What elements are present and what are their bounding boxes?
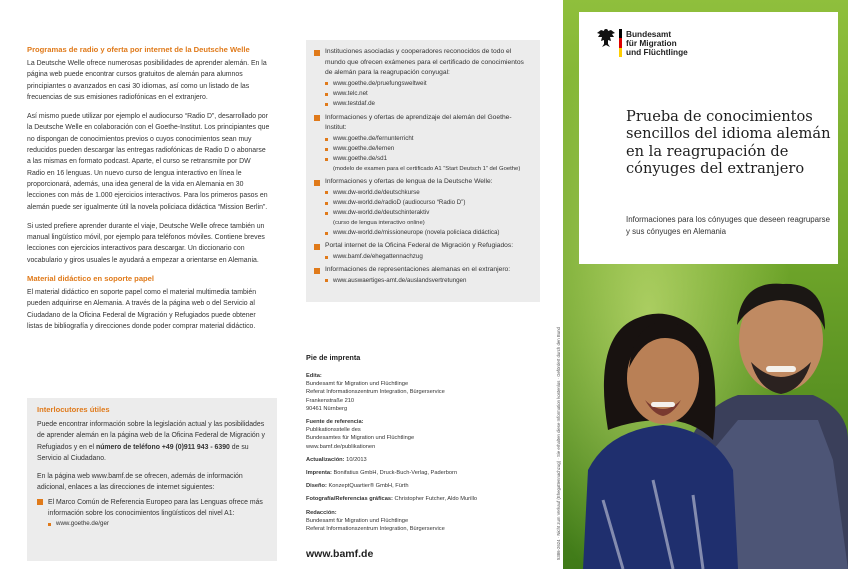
source-label: Fuente de referencia:: [306, 419, 364, 426]
orange-square-bullet-icon: [314, 115, 320, 121]
edito-label: Edita:: [306, 373, 322, 379]
vertical-print-note: [548, 327, 561, 560]
design-value: KonzeptQuartier® GmbH, Fürth: [328, 483, 409, 490]
print-label: Imprenta:: [306, 470, 332, 477]
section-title-row: [314, 177, 532, 188]
dot-bullet-icon: [325, 232, 328, 235]
imprint-line: [306, 482, 541, 490]
links-section-exams: [314, 47, 532, 110]
dot-bullet-icon: [325, 82, 328, 85]
link-text[interactable]: www.dw-world.de/radioD (audiocurso “Radio D”): [333, 199, 466, 207]
imprint-line: www.bamf.de/publikationen: [306, 443, 376, 450]
imprint-line: Referat Informationszentrum Integration, Bürgerservice: [306, 526, 445, 533]
cefr-bullet-text: El Marco Común de Referencia Europeo para las Lenguas ofrece más información sobre los conocimientos lingüísticos del nivel A1:: [48, 498, 263, 518]
dot-bullet-icon: [325, 103, 328, 106]
dot-bullet-icon: [325, 148, 328, 151]
imprint: [306, 353, 541, 533]
photo-label: Fotografía/Referencias gráficas:: [306, 496, 393, 503]
agency-line: Bundesamt: [626, 29, 672, 39]
orange-square-bullet-icon: [37, 499, 43, 505]
link-item[interactable]: [314, 252, 532, 262]
imprint-line: Frankenstraße 210: [306, 397, 355, 404]
imprint-line: [306, 495, 541, 503]
imprint-line: [306, 469, 541, 477]
link-item[interactable]: [314, 276, 532, 286]
link-text[interactable]: www.dw-world.de/deutschkurse: [333, 188, 420, 196]
link-item[interactable]: [314, 89, 532, 99]
paper-heading: Material didáctico en soporte papel: [27, 274, 155, 284]
vertical-note-text: 5386-2624 · Nicht zum Verkauf (Ehegattennachzug) · Sie erhalten diese Information kostenlos · Gefördert durch den Bund: [556, 327, 561, 560]
radio-heading: Programas de radio y oferta por internet de la Deutsche Welle: [27, 45, 250, 54]
print-value: Bonifatius GmbH, Druck-Buch-Verlag, Paderborn: [333, 470, 458, 477]
contact-paragraph-2: En la página web www.bamf.de se ofrecen, además de información adicional, enlaces a las direcciones de internet siguientes:: [37, 473, 243, 492]
link-item[interactable]: [314, 144, 532, 154]
section-title: Informaciones y ofertas de lengua de la Deutsche Welle:: [325, 178, 493, 186]
radio-paragraph-3: Si usted prefiere aprender durante el viaje, Deutsche Welle ofrece también un manual lingüístico móvil, por ejemplo para teléfonos móviles. Contiene breves lecciones con ejercicios interactivos para descargar. Un diccionario con vocabulario y giros usuales le ayudará a empezar a orientarse en Alemania.: [27, 222, 265, 264]
link-text[interactable]: www.dw-world.de/missioneurope (novela policíaca didáctica): [333, 229, 500, 237]
dot-bullet-icon: [325, 279, 328, 282]
dot-bullet-icon: [325, 212, 328, 215]
contact-p1-end: de su Servicio al Ciudadano.: [37, 443, 249, 462]
link-text[interactable]: www.goethe.de/pruefungsweltweit: [333, 79, 427, 87]
link-item[interactable]: [314, 208, 532, 218]
federal-eagle-icon: [596, 27, 616, 49]
section-title-row: [314, 47, 532, 79]
flag-black: [619, 29, 622, 38]
dot-bullet-icon: [48, 523, 51, 526]
section-title: Informaciones de representaciones alemanas en el extranjero:: [325, 266, 511, 274]
imprint-heading: Pie de imprenta: [306, 353, 361, 362]
link-text[interactable]: www.goethe.de/fernunterricht: [333, 134, 414, 142]
orange-square-bullet-icon: [314, 244, 320, 250]
contact-box: [27, 398, 277, 561]
link-note: (curso de lengua interactivo online): [333, 219, 425, 226]
website-url[interactable]: www.bamf.de: [306, 548, 374, 560]
link-item[interactable]: [314, 188, 532, 198]
orange-square-bullet-icon: [314, 50, 320, 56]
radio-paragraph-1: La Deutsche Welle ofrece numerosas posibilidades de aprender alemán. En la página web puede encontrar cursos gratuitos de alemán para alumnos principiantes o avanzados en casi 30 idiomas, así como un listado de las frecuencias de sus emisiones radiofónicas en el extranjero.: [27, 60, 267, 101]
orange-square-bullet-icon: [314, 268, 320, 274]
radio-paragraph-2: Así mismo puede utilizar por ejemplo el audiocurso “Radio D”, desarrollado por la Deutsche Welle en colaboración con el Goethe-Institut. Los principiantes que no dispongan de conocimientos previos o cuyos conocimientos sean muy reducidos pueden descargar las entregas radiofónicas de Radio D o abonarse a las mismas en formato podcast. Aparte, el curso se retransmite por DW Radio en 16 lenguas. Un nuevo curso de lengua interactivo en línea le proporcionará, además, una idea general de la vida en Alemania en 30 lecciones con más de 1.000 ejercicios interactivos. Para los primeros pasos en alemán puede ser igualmente útil la novela policiaca didáctica “Mission Berlin”.: [27, 113, 270, 211]
contact-heading: Interlocutores útiles: [37, 405, 110, 414]
cefr-link[interactable]: [37, 519, 267, 530]
section-title-row: [314, 241, 532, 252]
imprint-line: Publikationsstelle des: [306, 427, 361, 434]
imprint-line: Bundesamt für Migration und Flüchtlinge: [306, 381, 409, 388]
section-title-row: [314, 265, 532, 276]
agency-line: und Flüchtlinge: [626, 47, 688, 58]
links-section-bamf: [314, 241, 532, 262]
imprint-line: [306, 456, 541, 464]
flag-red: [619, 38, 622, 47]
link-item[interactable]: [314, 99, 532, 109]
cefr-bullet: [37, 497, 267, 520]
imprint-line: 90461 Nürnberg: [306, 405, 348, 412]
link-item[interactable]: [314, 228, 532, 238]
dot-bullet-icon: [325, 138, 328, 141]
link-text[interactable]: www.auswaertiges-amt.de/auslandsvertretungen: [333, 276, 467, 284]
dot-bullet-icon: [325, 191, 328, 194]
agency-name: [626, 30, 688, 58]
link-text[interactable]: www.telc.net: [333, 90, 368, 98]
orange-square-bullet-icon: [314, 180, 320, 186]
paper-paragraph: El material didáctico en soporte papel como el material multimedia también pueden adquirirse en Alemania. A través de la página web o del Servicio al Ciudadano de la Oficina Federal de Migración y Refugiados puede obtener listas de bibliografía y direcciones donde poder comprar material didáctico.: [27, 289, 257, 330]
section-title: Portal internet de la Oficina Federal de Migración y Refugiados:: [325, 242, 514, 250]
phone-number: número de teléfono +49 (0)911 943 - 6390: [96, 443, 230, 451]
link-text[interactable]: www.dw-world.de/deutschinteraktiv: [333, 209, 430, 217]
section-title-row: [314, 113, 532, 134]
contact-p1-start: Puede encontrar información sobre la legislación actual y las posibilidades de aprender alemán en la página web de la Oficina Federal de Migración y Refugiados y en el: [37, 421, 265, 451]
link-text[interactable]: www.goethe.de/lernen: [333, 145, 395, 153]
dot-bullet-icon: [325, 202, 328, 205]
link-item[interactable]: [314, 79, 532, 89]
brochure-subtitle: Informaciones para los cónyuges que deseen reagruparse y sus cónyuges en Alemania: [626, 215, 830, 236]
links-section-goethe: [314, 113, 532, 174]
editorial-label: Redacción:: [306, 509, 337, 516]
contact-paragraph-1: [37, 419, 267, 464]
link-note: (modelo de examen para el certificado A1 “Start Deutsch 1” del Goethe): [333, 165, 521, 172]
section-title: Instituciones asociadas y cooperadores reconocidos de todo el mundo que ofrecen exámenes para el certificado de conocimientos de alemán para la reagrupación conyugal:: [325, 48, 524, 77]
flag-gold: [619, 48, 622, 57]
section-title: Informaciones y ofertas de aprendizaje del alemán del Goethe-Institut:: [325, 113, 512, 132]
photo-value: Christopher Futcher, Aldo Murillo: [394, 496, 478, 503]
link-text[interactable]: www.testdaf.de: [333, 100, 375, 108]
link-item[interactable]: [314, 198, 532, 208]
design-label: Diseño:: [306, 483, 327, 490]
left-column: [27, 45, 270, 340]
dot-bullet-icon: [325, 158, 328, 161]
imprint-line: [306, 372, 541, 380]
link-text[interactable]: www.goethe.de/sd1: [333, 155, 388, 163]
imprint-line: [306, 418, 541, 426]
imprint-line: Bundesamtes für Migration und Flüchtlinge: [306, 435, 415, 442]
link-text[interactable]: www.bamf.de/ehegattennachzug: [333, 252, 423, 260]
imprint-line: Referat Informationszentrum Integration, Bürgerservice: [306, 389, 445, 396]
dot-bullet-icon: [325, 93, 328, 96]
link-item[interactable]: [314, 154, 532, 164]
dot-bullet-icon: [325, 256, 328, 259]
imprint-line: Bundesamt für Migration und Flüchtlinge: [306, 517, 409, 524]
link-item[interactable]: [314, 134, 532, 144]
brochure-title: Prueba de conocimientos sencillos del idioma alemán en la reagrupación de cónyuges del extranjero: [626, 108, 831, 178]
update-value: 10/2013: [346, 456, 367, 463]
links-section-embassies: [314, 265, 532, 286]
links-box: [306, 40, 540, 302]
imprint-line: [306, 509, 541, 517]
update-label: Actualización:: [306, 456, 345, 463]
german-flag-stripe-icon: [619, 29, 622, 57]
cefr-link-text[interactable]: www.goethe.de/ger: [56, 520, 109, 528]
links-section-dw: [314, 177, 532, 238]
agency-line: für Migration: [626, 38, 677, 49]
